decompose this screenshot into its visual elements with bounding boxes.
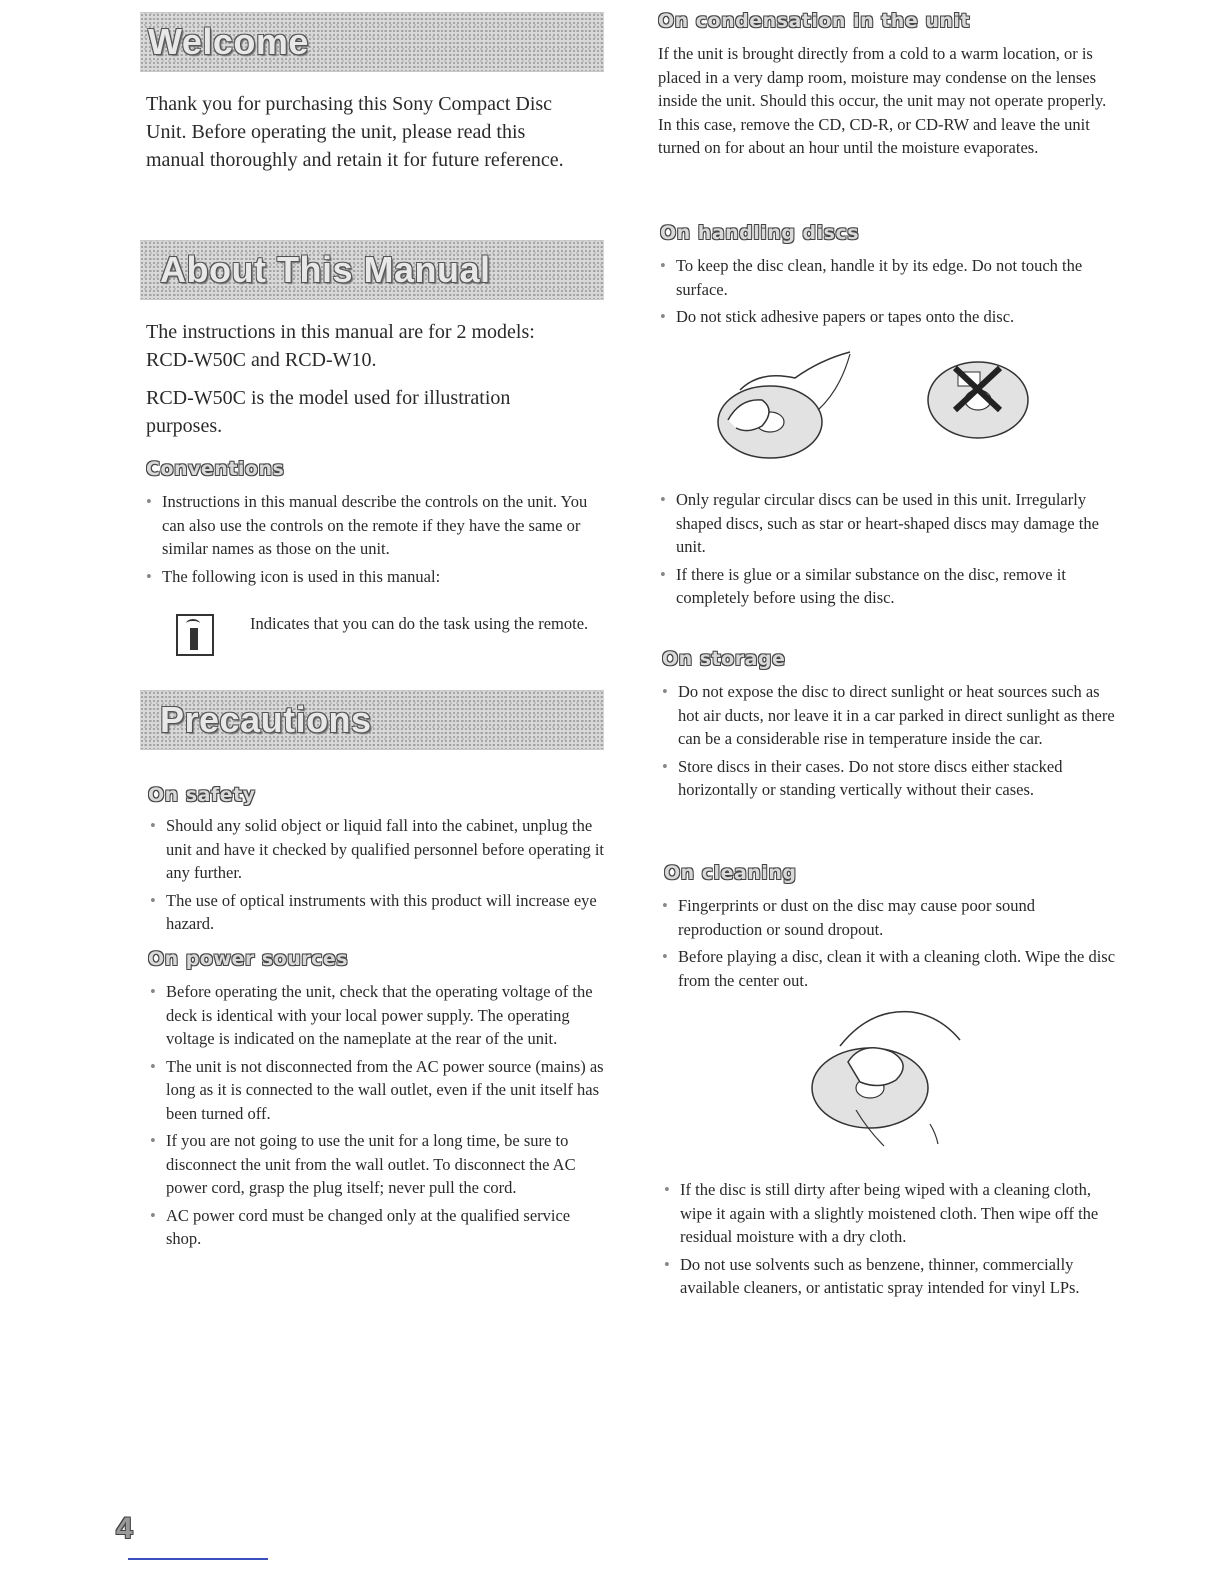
about-banner [140,240,604,300]
disc-wiping-icon [812,1012,960,1146]
conventions-heading: Conventions [146,458,285,480]
list-item: • Instructions in this manual describe the controls on the unit. You can also use the controls on the remote if they have the same or similar names as those on the unit. [140,490,600,561]
list-item: • The unit is not disconnected from the AC power source (mains) as long as it is connected to the wall outlet, even if the unit itself has been turned off. [144,1055,606,1126]
list-item: • Should any solid object or liquid fall into the cabinet, unplug the unit and have it checked by qualified personnel before operating it any further. [144,814,606,885]
list-item: • To keep the disc clean, handle it by its edge. Do not touch the surface. [654,254,1114,301]
list-item: • Do not expose the disc to direct sunlight or heat sources such as hot air ducts, nor leave it in a car parked in direct sunlight as there can be a considerable rise in temperature inside the car. [656,680,1116,751]
safety-heading: On safety [148,784,256,806]
list-item: • Do not stick adhesive papers or tapes onto the disc. [654,305,1114,329]
storage-heading: On storage [662,648,786,670]
list-item: • Only regular circular discs can be used in this unit. Irregularly shaped discs, such as star or heart-shaped discs may damage the unit. [654,488,1116,559]
disc-held-by-edge-icon [718,352,850,458]
page-number: 4 [116,1512,133,1545]
power-list [144,980,606,1255]
cleaning-list-2 [658,1178,1120,1304]
about-title: About This Manual [160,249,491,290]
page-rule [128,1558,268,1560]
about-text-2: RCD-W50C is the model used for illustration purposes. [146,387,511,437]
disc-with-tape-crossed-icon [928,362,1028,438]
remote-icon-text: Indicates that you can do the task using the remote. [250,614,589,633]
list-item: • If the disc is still dirty after being wiped with a cleaning cloth, wipe it again with a slightly moistened cloth. Then wipe off the residual moisture with a dry cloth. [658,1178,1120,1249]
list-item: • If there is glue or a similar substance on the disc, remove it completely before using the disc. [654,563,1116,610]
list-item: • AC power cord must be changed only at the qualified service shop. [144,1204,606,1251]
list-item: • The following icon is used in this manual: [140,565,600,589]
list-item: • The use of optical instruments with this product will increase eye hazard. [144,889,606,936]
handling-heading: On handling discs [660,222,860,244]
precautions-title: Precautions [160,699,372,740]
handling-list [654,254,1114,333]
cleaning-heading: On cleaning [664,862,797,884]
disc-cleaning-illustration [800,1006,980,1152]
remote-body-icon [190,628,198,650]
cleaning-list [656,894,1118,996]
list-item: • Before operating the unit, check that the operating voltage of the deck is identical with your local power supply. The operating voltage is indicated on the nameplate at the rear of the unit. [144,980,606,1051]
remote-signal-icon [186,619,200,628]
conventions-list [140,490,600,592]
welcome-banner [140,12,604,72]
welcome-text: Thank you for purchasing this Sony Compact Disc Unit. Before operating the unit, please read this manual thoroughly and retain it for future reference. [146,93,564,171]
condensation-text: If the unit is brought directly from a cold to a warm location, or is placed in a very damp room, moisture may condense on the lenses inside the unit. Should this occur, the unit may not operate properly. In this case, remove the CD, CD-R, or CD-RW and leave the unit turned on for about an hour until the moisture evaporates. [658,44,1107,157]
welcome-title: Welcome [148,21,309,62]
storage-list [656,680,1116,806]
list-item: • Store discs in their cases. Do not store discs either stacked horizontally or standing vertically without their cases. [656,755,1116,802]
power-heading: On power sources [148,948,349,970]
list-item: • Fingerprints or dust on the disc may cause poor sound reproduction or sound dropout. [656,894,1118,941]
condensation-heading: On condensation in the unit [658,10,970,32]
list-item: • If you are not going to use the unit for a long time, be sure to disconnect the unit from the wall outlet. To disconnect the AC power cord, grasp the plug itself; never pull the cord. [144,1129,606,1200]
safety-list [144,814,606,940]
handling-list-2 [654,488,1116,614]
remote-icon [176,614,214,656]
precautions-banner [140,690,604,750]
about-text-1: The instructions in this manual are for 2 models: RCD-W50C and RCD-W10. [146,321,535,371]
disc-handling-illustration [700,350,1060,470]
remote-icon-legend [140,612,600,662]
list-item: • Before playing a disc, clean it with a cleaning cloth. Wipe the disc from the center out. [656,945,1118,992]
list-item: • Do not use solvents such as benzene, thinner, commercially available cleaners, or antistatic spray intended for vinyl LPs. [658,1253,1120,1300]
